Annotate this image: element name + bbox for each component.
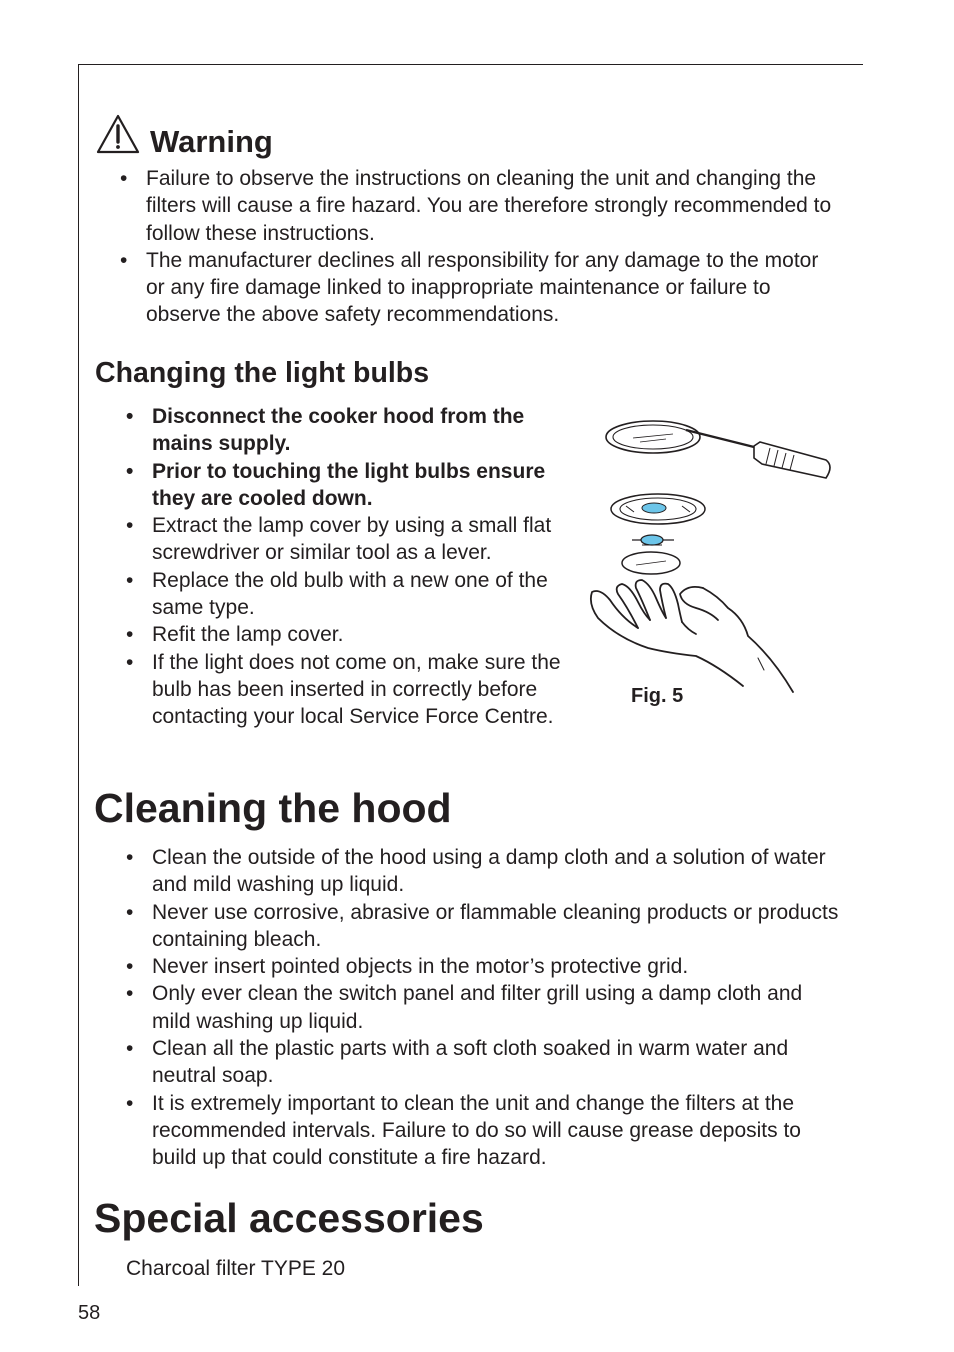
list-item-text: Clean all the plastic parts with a soft cloth soaked in warm water and neutral soap. (152, 1037, 789, 1088)
list-item-text: Never insert pointed objects in the motor’s protective grid. (152, 955, 689, 979)
bullet: • (126, 1091, 134, 1115)
list-item-text: Replace the old bulb with a new one of the same type. (152, 568, 548, 620)
list-item-text: Extract the lamp cover by using a small flat screwdriver or similar tool as a lever. (152, 514, 552, 565)
list-item-text: If the light does not come on, make sure the bulb has been inserted in correctly before contacting your local Service Force Centre. (152, 650, 561, 729)
list-item (126, 1035, 846, 1090)
bullet: • (126, 955, 134, 979)
light-bulb (632, 535, 674, 545)
bullet: • (126, 846, 134, 869)
list-item (126, 403, 571, 458)
list-item-text: The manufacturer declines all responsibility for any damage to the motor or any fire damage linked to inappropriate maintenance or failure to observe the above safety recommendations. (146, 248, 819, 327)
bullet: • (126, 405, 134, 428)
list-item-text: Failure to observe the instructions on cleaning the unit and changing the filters will cause a fire hazard. You are therefore strongly recommended to follow these instructions. (146, 167, 832, 245)
warning-list (120, 165, 840, 329)
warning-triangle-icon (96, 114, 140, 154)
lamp-holder-with-bulb (611, 494, 705, 524)
page-frame-left-rule (78, 64, 79, 1286)
list-item-text: Clean the outside of the hood using a damp cloth and a solution of water and mild washing up liquid. (152, 846, 826, 897)
section-title-light-bulbs: Changing the light bulbs (95, 357, 430, 389)
lamp-cover-with-screwdriver (606, 421, 830, 478)
list-item (126, 844, 846, 899)
cleaning-list (126, 844, 846, 1172)
list-item (126, 899, 846, 954)
list-item (126, 621, 571, 648)
accessory-item: Charcoal filter TYPE 20 (126, 1257, 346, 1280)
list-item (126, 458, 571, 513)
warning-heading (96, 112, 273, 160)
list-item (126, 1090, 846, 1172)
lamp-replacement-illustration (578, 408, 840, 698)
section-title-cleaning: Cleaning the hood (94, 785, 452, 831)
list-item-text: Disconnect the cooker hood from the mains supply. (152, 405, 525, 456)
bullet: • (120, 248, 128, 272)
list-item (126, 953, 846, 980)
list-item (120, 247, 840, 329)
list-item (120, 165, 840, 247)
bullet: • (126, 514, 134, 538)
list-item-text: Refit the lamp cover. (152, 623, 344, 647)
list-item-text: Only ever clean the switch panel and filter grill using a damp cloth and mild washing up liquid. (152, 982, 803, 1033)
bullet: • (126, 650, 134, 674)
bullet: • (126, 900, 134, 924)
list-item-text: It is extremely important to clean the unit and change the filters at the recommended intervals. Failure to do so will cause grease deposits to build up that could constitute a fire hazard. (152, 1091, 801, 1170)
page-number: 58 (78, 1302, 101, 1324)
list-item-text: Prior to touching the light bulbs ensure they are cooled down. (152, 459, 546, 510)
bullet: • (126, 623, 134, 647)
hand-illustration (591, 580, 793, 692)
list-item (126, 649, 571, 731)
list-item (126, 980, 846, 1035)
bullet: • (120, 167, 128, 190)
warning-title: Warning (150, 124, 273, 159)
bullet: • (126, 1037, 134, 1061)
light-bulbs-list (126, 403, 571, 731)
figure-label: Fig. 5 (631, 685, 684, 707)
section-title-accessories: Special accessories (94, 1195, 484, 1241)
loose-lamp-cover (622, 552, 680, 574)
page-frame-top-rule (78, 64, 863, 65)
list-item (126, 567, 571, 622)
list-item-text: Never use corrosive, abrasive or flammable cleaning products or products containing bleach. (152, 900, 839, 951)
bullet: • (126, 459, 134, 483)
bullet: • (126, 568, 134, 592)
bullet: • (126, 982, 134, 1006)
list-item (126, 512, 571, 567)
